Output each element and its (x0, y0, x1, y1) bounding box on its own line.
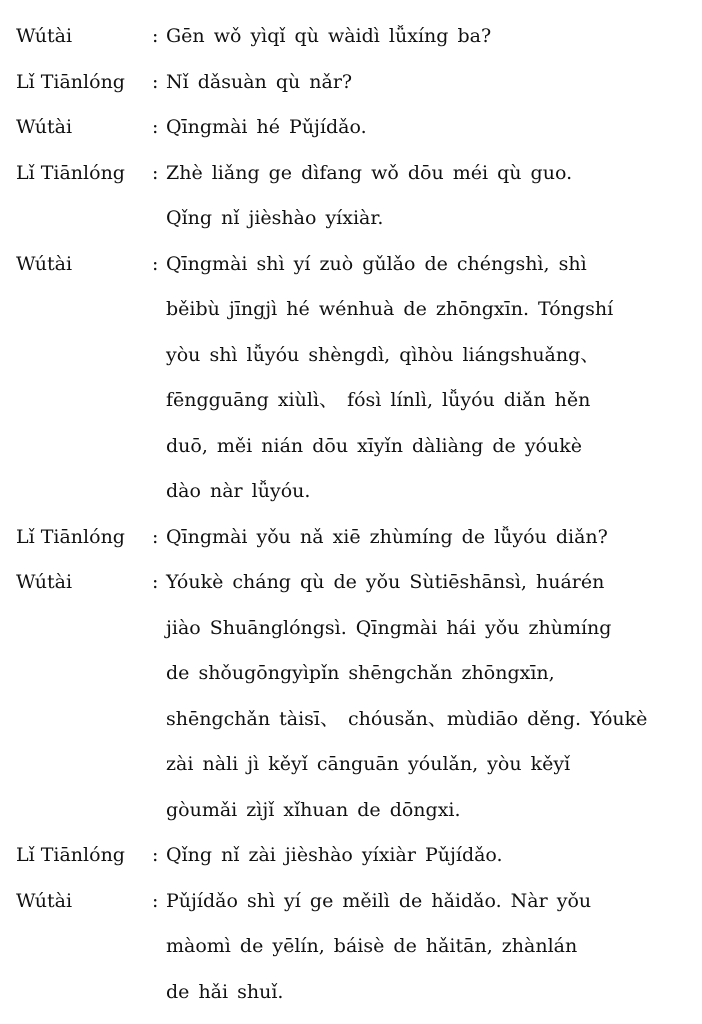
utterance (166, 560, 702, 833)
dialogue-turn (0, 560, 702, 833)
utterance-line: yòu shì lǚyóu shèngdì, qìhòu liángshuǎng、 (166, 343, 600, 366)
utterance-line: màomì de yēlín, báisè de hǎitān, zhànlán (166, 935, 578, 957)
utterance-line: fēngguāng xiùlì、 fósì línlì, lǚyóu diǎn hěn (166, 389, 591, 411)
utterance-line: Qīngmài hé Pǔjídǎo. (166, 116, 367, 138)
speaker-colon: : (152, 525, 159, 548)
speaker-colon: : (152, 25, 159, 47)
utterance-line: Qīngmài shì yí zuò gǔlǎo de chéngshì, shì (166, 252, 587, 275)
utterance-line: běibù jīngjì hé wénhuà de zhōngxīn. Tóngshí (166, 298, 614, 320)
utterance-line: Zhè liǎng ge dìfang wǒ dōu méi qù guo. (166, 161, 573, 184)
dialogue-turn (0, 833, 702, 879)
utterance (166, 14, 702, 60)
utterance (166, 105, 702, 151)
speaker-colon: : (152, 889, 159, 912)
utterance (166, 60, 702, 106)
utterance-line: jiào Shuānglóngsì. Qīngmài hái yǒu zhùmíng (166, 616, 612, 639)
speaker-colon: : (152, 252, 159, 275)
speaker-colon: : (152, 116, 159, 138)
speaker-name: Wútài (16, 571, 73, 593)
speaker-colon: : (152, 844, 159, 866)
utterance (166, 515, 702, 561)
dialogue-turn (0, 242, 702, 515)
utterance-line: zài nàli jì kěyǐ cānguān yóulǎn, yòu kěyǐ (166, 753, 571, 775)
dialogue-turn (0, 14, 702, 60)
utterance-line: Nǐ dǎsuàn qù nǎr? (166, 70, 353, 93)
speaker-colon: : (152, 70, 159, 93)
utterance-line: Pǔjídǎo shì yí ge měilì de hǎidǎo. Nàr yǒu (166, 889, 592, 912)
speaker-name: Wútài (16, 889, 73, 912)
speaker-name: Wútài (16, 25, 73, 47)
utterance-line: duō, měi nián dōu xīyǐn dàliàng de yóukè (166, 434, 582, 457)
dialogue-transcript (0, 14, 702, 1015)
utterance-line: Gēn wǒ yìqǐ qù wàidì lǚxíng ba? (166, 25, 492, 47)
utterance (166, 879, 702, 1016)
speaker-name: Lǐ Tiānlóng (16, 70, 125, 93)
speaker-colon: : (152, 571, 159, 593)
utterance (166, 833, 702, 879)
dialogue-turn (0, 105, 702, 151)
utterance-line: shēngchǎn tàisī、 chóusǎn、mùdiāo děng. Yóukè (166, 707, 648, 730)
speaker-name: Lǐ Tiānlóng (16, 844, 125, 866)
utterance-line: de hǎi shuǐ. (166, 980, 284, 1003)
dialogue-turn (0, 151, 702, 242)
dialogue-turn (0, 60, 702, 106)
utterance-line: Yóukè cháng qù de yǒu Sùtiēshānsì, huárén (166, 571, 605, 593)
utterance-line: Qīngmài yǒu nǎ xiē zhùmíng de lǚyóu diǎn? (166, 525, 608, 548)
utterance-line: de shǒugōngyìpǐn shēngchǎn zhōngxīn, (166, 662, 555, 684)
speaker-name: Lǐ Tiānlóng (16, 525, 125, 548)
dialogue-turn (0, 515, 702, 561)
speaker-name: Wútài (16, 116, 73, 138)
speaker-name: Wútài (16, 252, 73, 275)
utterance-line: Qǐng nǐ jièshào yíxiàr. (166, 207, 384, 229)
utterance (166, 242, 702, 515)
dialogue-turn (0, 879, 702, 1016)
utterance-line: gòumǎi zìjǐ xǐhuan de dōngxi. (166, 798, 461, 821)
utterance-line: Qǐng nǐ zài jièshào yíxiàr Pǔjídǎo. (166, 844, 503, 866)
utterance (166, 151, 702, 242)
speaker-colon: : (152, 161, 159, 184)
utterance-line: dào nàr lǚyóu. (166, 480, 311, 502)
speaker-name: Lǐ Tiānlóng (16, 161, 125, 184)
